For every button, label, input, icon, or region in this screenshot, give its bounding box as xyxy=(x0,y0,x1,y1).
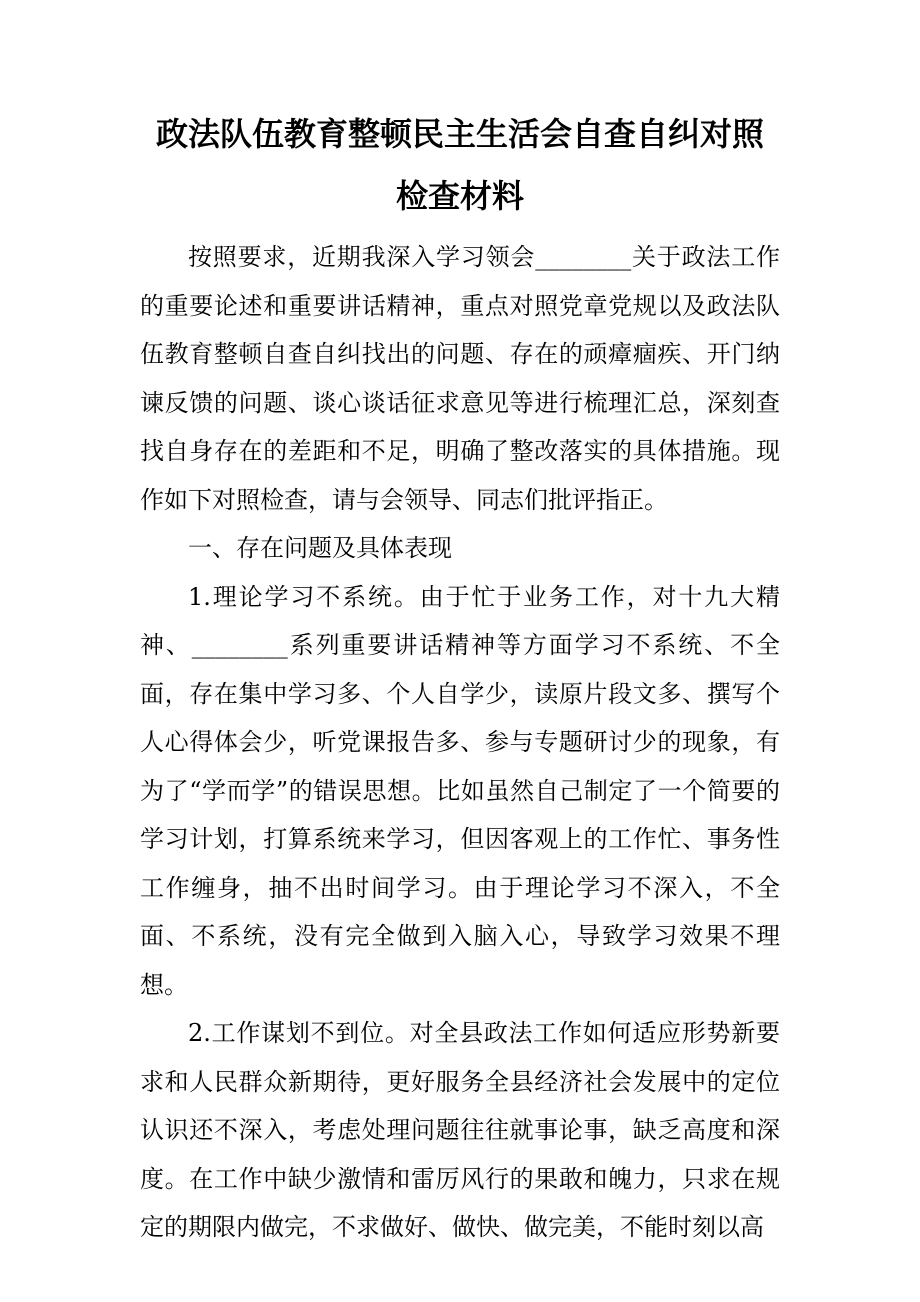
problem-item-1-paragraph: 1.理论学习不系统。由于忙于业务工作，对十九大精神、________系列重要讲话精神等方面学习不系统、不全面，存在集中学习多、个人自学少，读原片段文多、撰写个人心得体会少，听党课报告多、参与专题研讨少的现象，有为了“学而学”的错误思想。比如虽然自己制定了一个简要的学习计划，打算系统来学习，但因客观上的工作忙、事务性工作缠身，抽不出时间学习。由于理论学习不深入，不全面、不系统，没有完全做到入脑入心，导致学习效果不理想。 xyxy=(140,582,780,999)
intro-paragraph: 按照要求，近期我深入学习领会________关于政法工作的重要论述和重要讲话精神，重点对照党章党规以及政法队伍教育整顿自查自纠找出的问题、存在的顽瘴痼疾、开门纳谏反馈的问题、谈心谈话征求意见等进行梳理汇总，深刻查找自身存在的差距和不足，明确了整改落实的具体措施。现作如下对照检查，请与会领导、同志们批评指正。 xyxy=(140,243,780,514)
document-title-line-1: 政法队伍教育整顿民主生活会自查自纠对照 xyxy=(155,115,764,153)
document-body xyxy=(140,233,780,1252)
section-heading-problems: 一、存在问题及具体表现 xyxy=(188,534,452,562)
document-title-line-2: 检查材料 xyxy=(395,177,524,215)
problem-item-2-paragraph: 2.工作谋划不到位。对全县政法工作如何适应形势新要求和人民群众新期待，更好服务全县经济社会发展中的定位认识还不深入，考虑处理问题往往就事论事，缺乏高度和深度。在工作中缺少激情和雷厉风行的果敢和魄力，只求在规定的期限内做完，不求做好、做快、做完美，不能时刻以高 xyxy=(140,1019,780,1241)
